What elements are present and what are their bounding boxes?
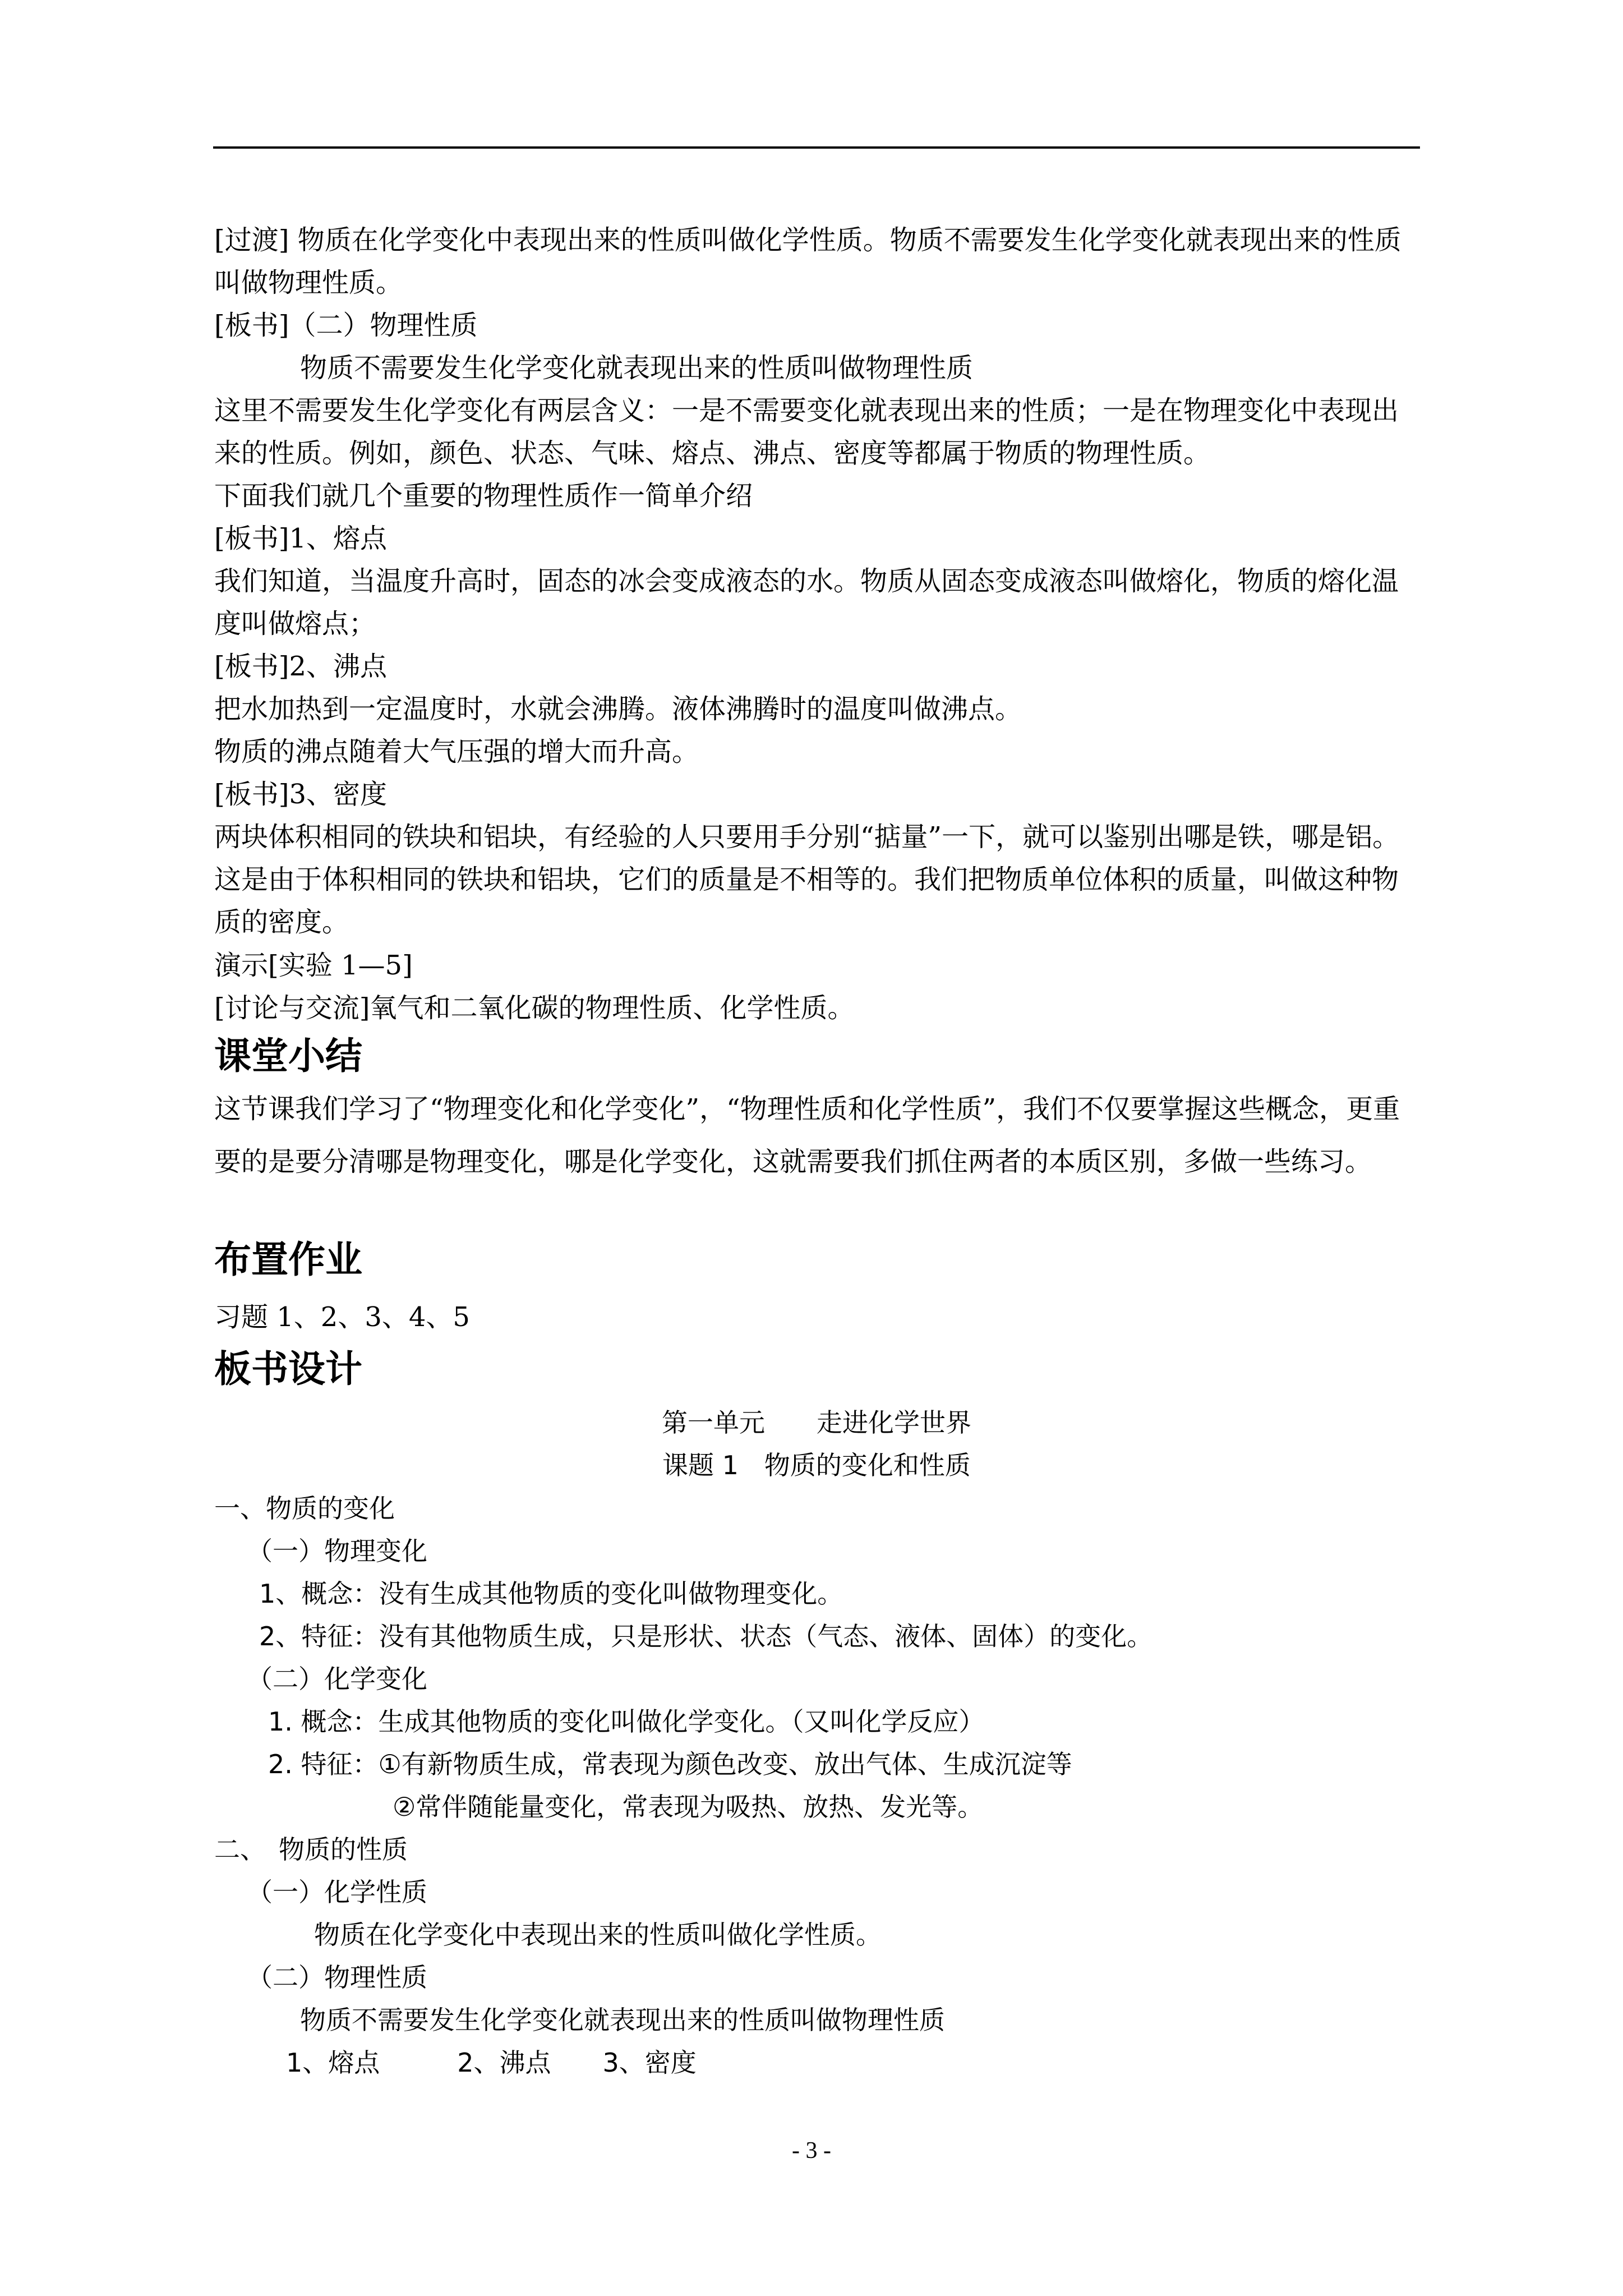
topic-title: 课题 1 物质的变化和性质 [662, 1450, 971, 1480]
outline-line-1: 一、物质的变化 [214, 1493, 395, 1524]
outline-line-6: 1. 概念：生成其他物质的变化叫做化学变化。（又叫化学反应） [268, 1706, 985, 1737]
outline-line-4: 2、特征：没有其他物质生成，只是形状、状态（气态、液体、固体）的变化。 [259, 1621, 1153, 1651]
board-boiling-point: [板书]2、沸点 [214, 651, 387, 682]
boiling-line-2: 物质的沸点随着大气压强的增大而升高。 [214, 736, 699, 767]
outline-line-8: ②常伴随能量变化，常表现为吸热、放热、发光等。 [393, 1792, 984, 1822]
outline-line-5: （二）化学变化 [247, 1664, 427, 1694]
homework-text: 习题 1、2、3、4、5 [214, 1301, 470, 1333]
page-number: - 3 - [792, 2138, 831, 2164]
density-paragraph: 两块体积相同的铁块和铝块，有经验的人只要用手分别“掂量”一下，就可以鉴别出哪是铁，哪是铝。这是由于体积相同的铁块和铝块，它们的质量是不相等的。我们把物质单位体积的质量，叫做这种物质的密度。 [214, 821, 1400, 938]
outline-line-2: （一）物理变化 [247, 1536, 427, 1566]
outline-line-3: 1、概念：没有生成其他物质的变化叫做物理变化。 [259, 1579, 843, 1609]
melting-paragraph: 我们知道，当温度升高时，固态的冰会变成液态的水。物质从固态变成液态叫做熔化，物质的熔化温度叫做熔点； [214, 565, 1399, 639]
unit-title: 第一单元 走进化学世界 [662, 1407, 971, 1438]
intro-line: 下面我们就几个重要的物理性质作一简单介绍 [214, 480, 753, 512]
outline-line-14: 1、熔点 2、沸点 3、密度 [286, 2047, 697, 2078]
outline-line-12: （二）物理性质 [247, 1962, 427, 1993]
outline-line-7: 2. 特征：①有新物质生成，常表现为颜色改变、放出气体、生成沉淀等 [268, 1749, 1072, 1779]
header-rule [213, 146, 1420, 149]
board-design-heading: 板书设计 [214, 1347, 362, 1391]
demo-line: 演示[实验 1—5] [214, 950, 413, 981]
outline-line-13: 物质不需要发生化学变化就表现出来的性质叫做物理性质 [300, 2005, 945, 2035]
board-physical-properties: [板书]（二）物理性质 [214, 310, 478, 341]
summary-paragraph: 这节课我们学习了“物理变化和化学变化”，“物理性质和化学性质”，我们不仅要掌握这些概念，更重要的是要分清哪是物理变化，哪是化学变化，这就需要我们抓住两者的本质区别，多做一些练习。 [214, 1093, 1400, 1177]
board-density: [板书]3、密度 [214, 779, 387, 810]
transition-paragraph: [过渡] 物质在化学变化中表现出来的性质叫做化学性质。物质不需要发生化学变化就表现出来的性质叫做物理性质。 [214, 224, 1401, 298]
homework-heading: 布置作业 [214, 1238, 362, 1281]
board-melting-point: [板书]1、熔点 [214, 523, 387, 554]
explanation-paragraph: 这里不需要发生化学变化有两层含义：一是不需要变化就表现出来的性质；一是在物理变化中表现出来的性质。例如，颜色、状态、气味、熔点、沸点、密度等都属于物质的物理性质。 [214, 395, 1399, 469]
outline-line-9: 二、 物质的性质 [214, 1834, 408, 1865]
discussion-line: [讨论与交流]氧气和二氧化碳的物理性质、化学性质。 [214, 992, 855, 1024]
physical-definition: 物质不需要发生化学变化就表现出来的性质叫做物理性质 [300, 352, 974, 384]
summary-heading: 课堂小结 [214, 1034, 362, 1078]
outline-line-10: （一）化学性质 [247, 1877, 427, 1907]
boiling-line-1: 把水加热到一定温度时，水就会沸腾。液体沸腾时的温度叫做沸点。 [214, 693, 1022, 725]
outline-line-11: 物质在化学变化中表现出来的性质叫做化学性质。 [314, 1920, 882, 1950]
